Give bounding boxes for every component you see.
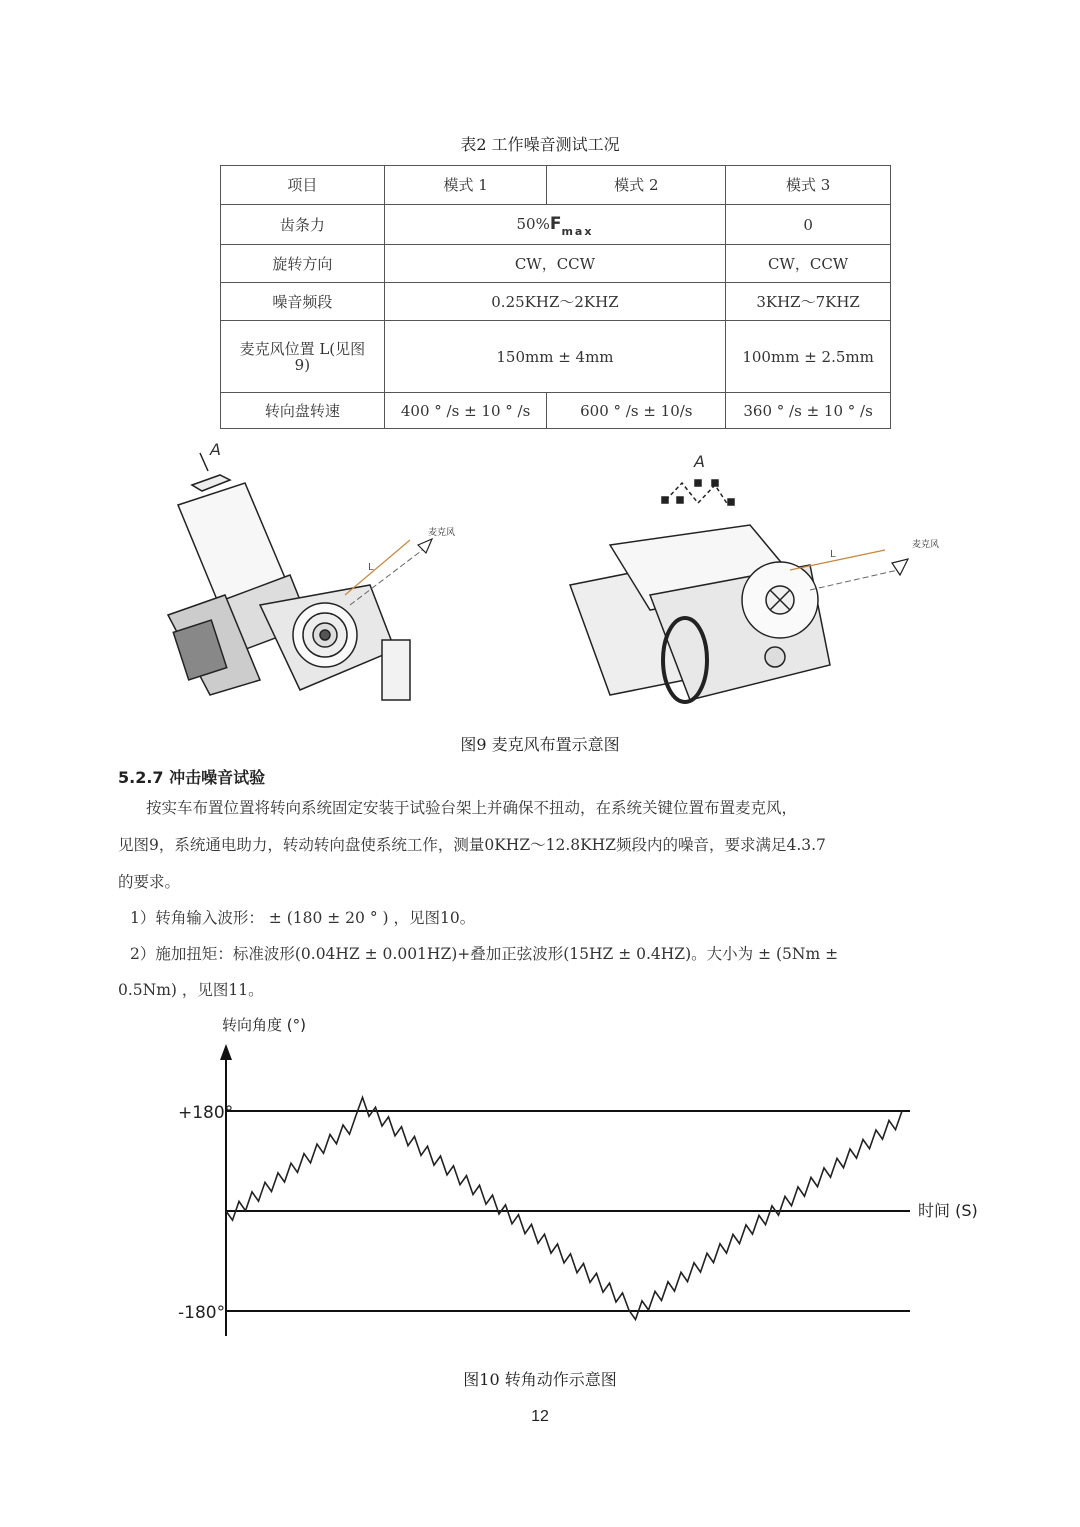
microphone-icon bbox=[892, 559, 908, 575]
gear-hub bbox=[320, 630, 330, 640]
table-row bbox=[221, 245, 891, 283]
figure10-caption: 图10 转角动作示意图 bbox=[463, 1370, 617, 1389]
table-row bbox=[221, 393, 891, 429]
marker-square bbox=[712, 480, 718, 486]
x-axis-label: 时间 (S) bbox=[918, 1201, 978, 1220]
rotation-mode12: CW，CCW bbox=[384, 245, 725, 283]
row-label-noise-band: 噪音频段 bbox=[221, 283, 385, 321]
list-item: 2）施加扭矩：标准波形(0.04HZ ± 0.001HZ)+叠加正弦波形(15HZ ± 0.4HZ)。大小为 ± (5Nm ± bbox=[130, 945, 839, 963]
mount-bolt bbox=[765, 647, 785, 667]
motor-cap bbox=[192, 475, 230, 491]
y-axis-arrow bbox=[220, 1044, 232, 1060]
y-axis-label: 转向角度 (°) bbox=[222, 1016, 306, 1034]
mic-pos-mode12: 150mm ± 4mm bbox=[384, 321, 725, 393]
marker-square bbox=[662, 497, 668, 503]
rack-force-prefix: 50% bbox=[516, 214, 550, 233]
y-bottom-label: -180° bbox=[178, 1303, 226, 1323]
rotation-mode3: CW，CCW bbox=[726, 245, 891, 283]
paragraph-line: 见图9，系统通电助力，转动转向盘使系统工作，测量0KHZ～12.8KHZ频段内的噪音，要求满足4.3.7 bbox=[118, 836, 826, 854]
bracket bbox=[382, 640, 410, 700]
distance-line-right bbox=[790, 550, 885, 570]
figure9-illustration bbox=[150, 435, 970, 715]
header-mode2: 模式 2 bbox=[547, 166, 726, 205]
rack-force-mode12 bbox=[384, 205, 725, 245]
axis-line-right bbox=[810, 570, 898, 590]
page-number: 12 bbox=[531, 1408, 549, 1425]
dim-label-left: L bbox=[368, 562, 374, 573]
list-item: 1）转角输入波形： ± (180 ± 20 ° ) ，见图10。 bbox=[130, 909, 476, 927]
header-item: 项目 bbox=[221, 166, 385, 205]
list-item-continuation: 0.5Nm) ，见图11。 bbox=[118, 981, 264, 999]
figure9-caption: 图9 麦克风布置示意图 bbox=[460, 735, 620, 754]
speed-mode3: 360 ° /s ± 10 ° /s bbox=[726, 393, 891, 429]
row-label-speed: 转向盘转速 bbox=[221, 393, 385, 429]
label-a-right: A bbox=[694, 452, 705, 471]
table-row bbox=[221, 205, 891, 245]
steering-angle-waveform bbox=[226, 1097, 902, 1319]
row-label-rack-force: 齿条力 bbox=[221, 205, 385, 245]
right-steering-assembly bbox=[570, 452, 830, 702]
dim-label-right: L bbox=[830, 549, 836, 560]
table-row bbox=[221, 321, 891, 393]
marker-square bbox=[695, 480, 701, 486]
section-title: 5.2.7 冲击噪音试验 bbox=[118, 768, 266, 787]
paragraph-line: 按实车布置位置将转向系统固定安装于试验台架上并确保不扭动，在系统关键位置布置麦克风， bbox=[146, 799, 798, 817]
label-a-left: A bbox=[210, 440, 221, 459]
figure10-diagram bbox=[150, 1008, 990, 1353]
paragraph-line: 的要求。 bbox=[118, 873, 181, 891]
speed-mode2: 600 ° /s ± 10/s bbox=[547, 393, 726, 429]
noise-test-conditions-table bbox=[220, 165, 891, 429]
mic-pos-label-line2: 9) bbox=[294, 355, 311, 374]
marker-square bbox=[677, 497, 683, 503]
row-label-rotation: 旋转方向 bbox=[221, 245, 385, 283]
row-label-mic-position bbox=[221, 321, 385, 393]
header-mode3: 模式 3 bbox=[726, 166, 891, 205]
microphone-icon bbox=[418, 539, 432, 553]
noise-band-mode3: 3KHZ～7KHZ bbox=[726, 283, 891, 321]
mic-label-left: 麦克风 bbox=[428, 528, 456, 538]
speed-mode1: 400 ° /s ± 10 ° /s bbox=[384, 393, 547, 429]
noise-band-mode12: 0.25KHZ～2KHZ bbox=[384, 283, 725, 321]
mic-pos-label-line1: 麦克风位置 L(见图 bbox=[239, 339, 366, 358]
axis-line-left bbox=[350, 548, 425, 605]
header-mode1: 模式 1 bbox=[384, 166, 547, 205]
rack-force-mode3: 0 bbox=[726, 205, 891, 245]
arrow-a-left bbox=[200, 453, 208, 471]
table-row bbox=[221, 283, 891, 321]
distance-line-left bbox=[345, 540, 410, 595]
mic-pos-mode3: 100mm ± 2.5mm bbox=[726, 321, 891, 393]
y-top-label: +180° bbox=[178, 1103, 234, 1123]
table-caption: 表2 工作噪音测试工况 bbox=[460, 135, 620, 154]
force-subscript: max bbox=[561, 224, 594, 238]
table-header-row bbox=[221, 166, 891, 205]
marker-square bbox=[728, 499, 734, 505]
mic-label-right: 麦克风 bbox=[912, 540, 940, 550]
force-symbol: F bbox=[549, 213, 562, 234]
